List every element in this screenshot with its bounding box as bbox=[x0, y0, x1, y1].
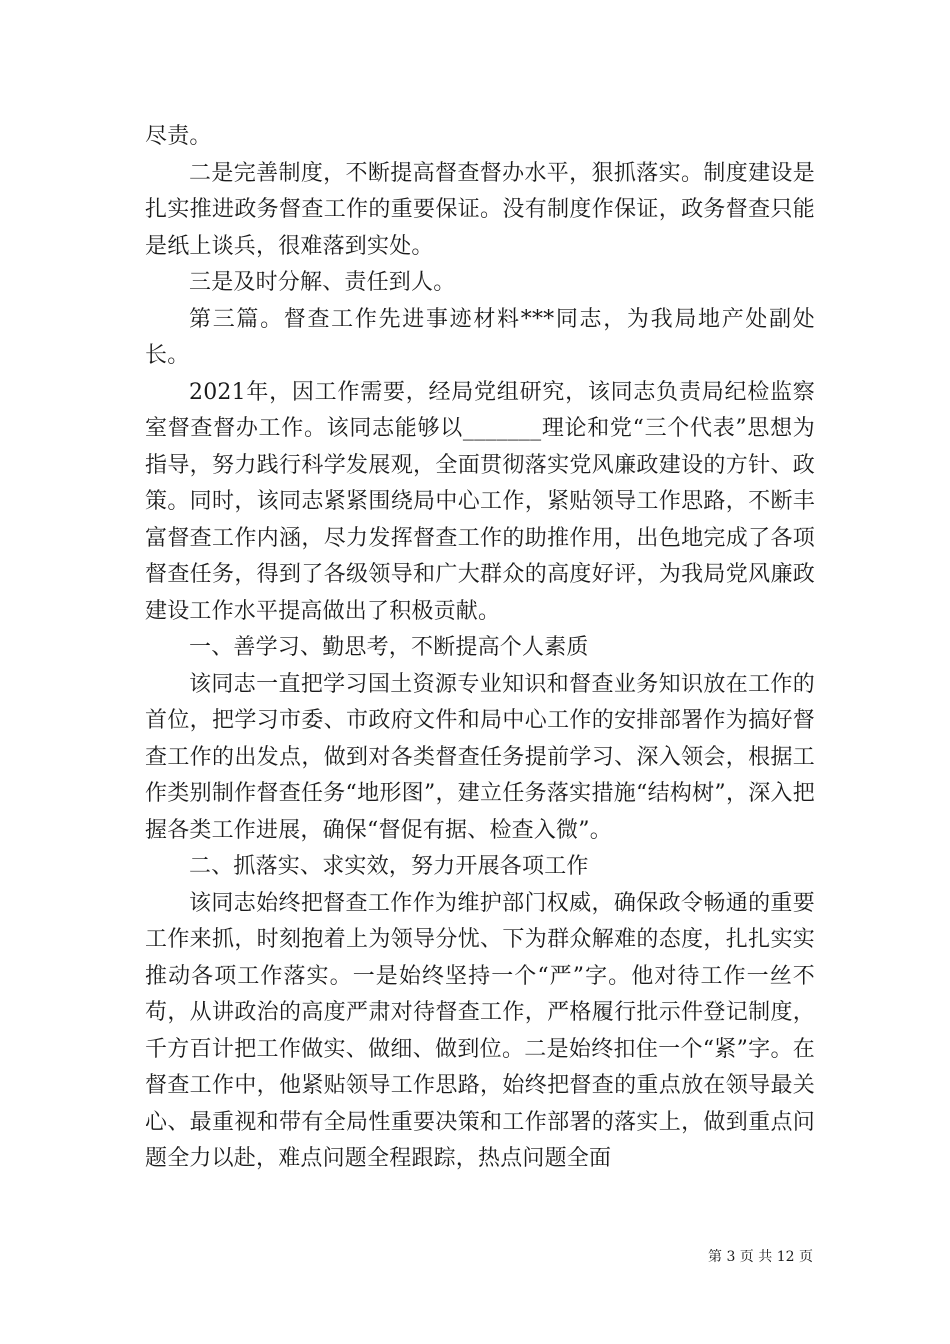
page-number-footer: 第 3 页 共 12 页 bbox=[708, 1249, 813, 1265]
paragraph-assign-responsibility: 三是及时分解、责任到人。 bbox=[189, 270, 456, 295]
section-heading-implementation: 二、抓落实、求实效，努力开展各项工作 bbox=[189, 854, 589, 879]
section-heading-study: 一、善学习、勤思考，不断提高个人素质 bbox=[189, 635, 589, 660]
paragraph-improve-system: 二是完善制度，不断提高督查督办水平，狠抓落实。制度建设是扎实推进政务督查工作的重要保证。没有制度作保证，政务督查只能是纸上谈兵，很难落到实处。 bbox=[145, 160, 815, 259]
paragraph-introduction: 2021年，因工作需要，经局党组研究，该同志负责局纪检监察室督查督办工作。该同志能够以_______理论和党“三个代表”思想为指导，努力践行科学发展观，全面贯彻落实党风廉政建设的方针、政策。同时，该同志紧紧围绕局中心工作，紧贴领导工作思路，不断丰富督查工作内涵，尽力发挥督查工作的助推作用，出色地完成了各项督查任务，得到了各级领导和广大群众的高度好评，为我局党风廉政建设工作水平提高做出了积极贡献。 bbox=[145, 379, 815, 624]
paragraph-continuation: 尽责。 bbox=[145, 124, 212, 149]
document-body bbox=[145, 119, 815, 1178]
paragraph-implementation: 该同志始终把督查工作作为维护部门权威，确保政令畅通的重要工作来抓，时刻抱着上为领导分忧、下为群众解难的态度，扎扎实实推动各项工作落实。一是始终坚持一个“严”字。他对待工作一丝不苟，从讲政治的高度严肃对待督查工作，严格履行批示件登记制度，千方百计把工作做实、做细、做到位。二是始终扣住一个“紧”字。在督查工作中，他紧贴领导工作思路，始终把督查的重点放在领导最关心、最重视和带有全局性重要决策和工作部署的落实上，做到重点问题全力以赴，难点问题全程跟踪，热点问题全面 bbox=[145, 890, 815, 1171]
paragraph-third-article-title: 第三篇。督查工作先进事迹材料***同志，为我局地产处副处长。 bbox=[145, 306, 815, 368]
paragraph-study: 该同志一直把学习国土资源专业知识和督查业务知识放在工作的首位，把学习市委、市政府文件和局中心工作的安排部署作为搞好督查工作的出发点，做到对各类督查任务提前学习、深入领会，根据工作类别制作督查任务“地形图”，建立任务落实措施“结构树”，深入把握各类工作进展，确保“督促有据、检查入微”。 bbox=[145, 671, 815, 843]
